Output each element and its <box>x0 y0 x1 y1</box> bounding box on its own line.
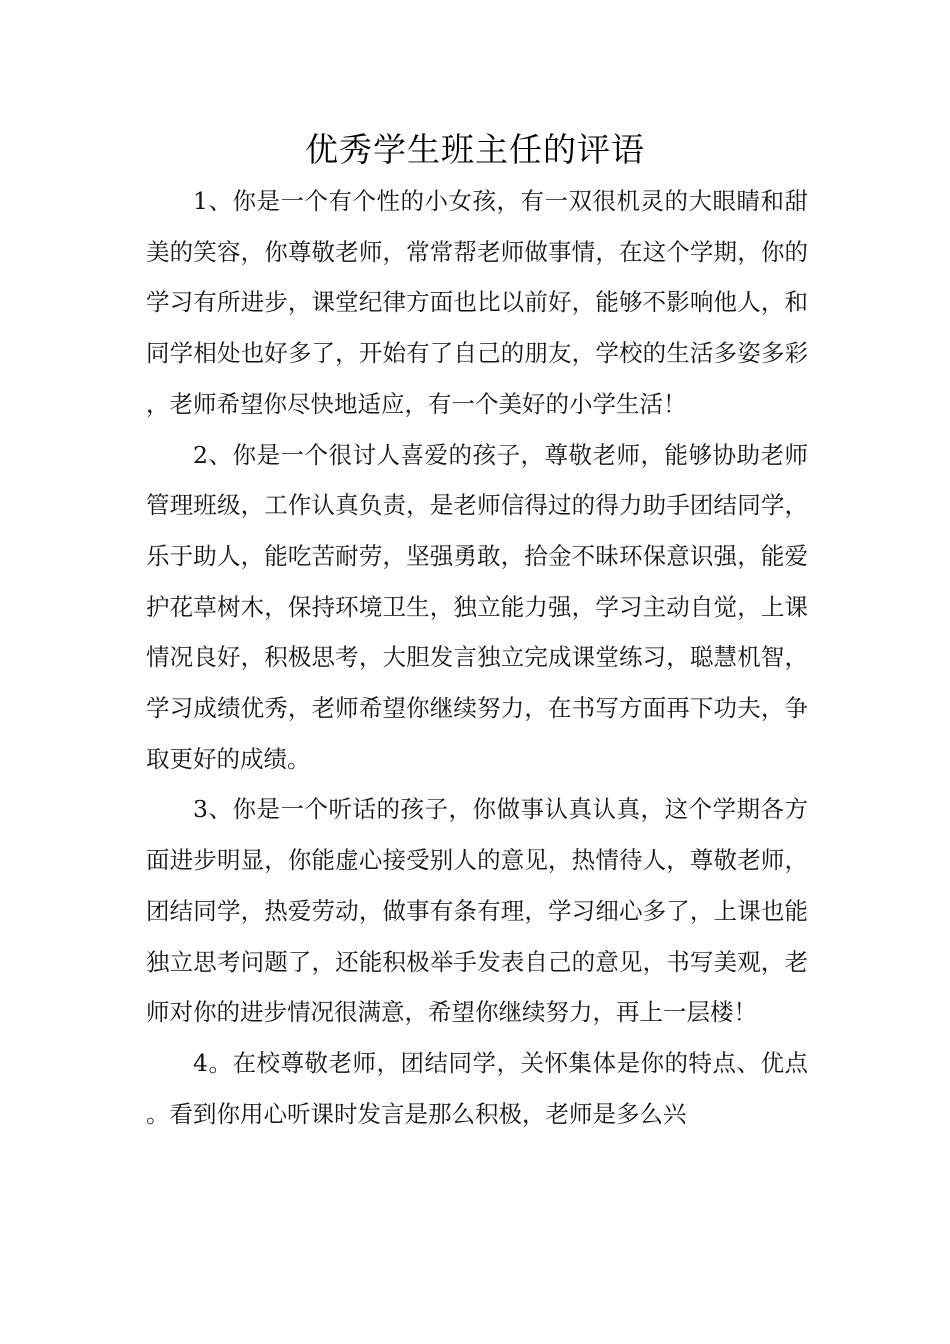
paragraph-2: 2、你是一个很讨人喜爱的孩子，尊敬老师，能够协助老师管理班级，工作认真负责，是老师信得过的得力助手团结同学，乐于助人，能吃苦耐劳，坚强勇敢，拾金不昧环保意识强，能爱护花草树木，保持环境卫生，独立能力强，学习主动自觉，上课情况良好，积极思考，大胆发言独立完成课堂练习，聪慧机智，学习成绩优秀，老师希望你继续努力，在书写方面再下功夫，争取更好的成绩。 <box>146 440 808 773</box>
document-title: 优秀学生班主任的评语 <box>305 130 645 169</box>
paragraph-3: 3、你是一个听话的孩子，你做事认真认真，这个学期各方面进步明显，你能虚心接受别人的意见，热情待人，尊敬老师，团结同学，热爱劳动，做事有条有理，学习细心多了，上课也能独立思考问题了，还能积极举手发表自己的意见，书写美观，老师对你的进步情况很满意，希望你继续努力，再上一层楼！ <box>146 795 808 1027</box>
paragraph-1: 1、你是一个有个性的小女孩，有一双很机灵的大眼睛和甜美的笑容，你尊敬老师，常常帮老师做事情，在这个学期，你的学习有所进步，课堂纪律方面也比以前好，能够不影响他人，和同学相处也好多了，开始有了自己的朋友，学校的生活多姿多彩，老师希望你尽快地适应，有一个美好的小学生活！ <box>146 187 808 418</box>
paragraph-4: 4。在校尊敬老师，团结同学，关怀集体是你的特点、优点。看到你用心听课时发言是那么积极，老师是多么兴 <box>146 1048 808 1128</box>
document-body <box>146 176 808 1139</box>
